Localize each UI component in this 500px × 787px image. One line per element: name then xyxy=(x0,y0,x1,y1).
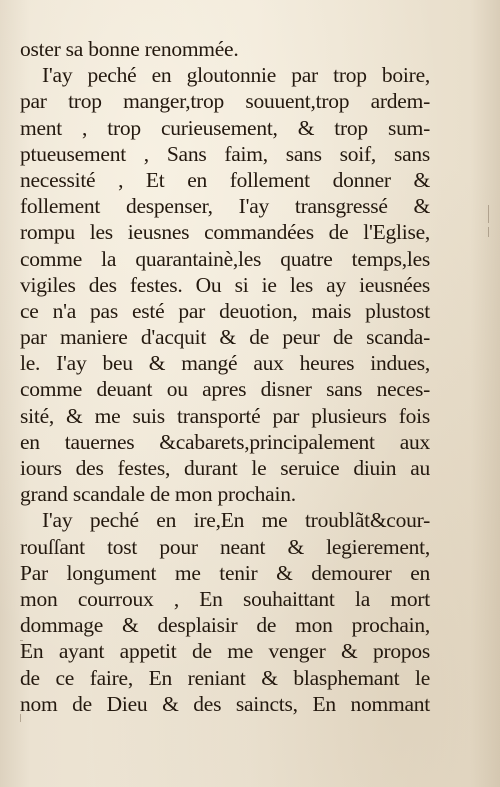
text-line: necessité , Et en follement donner & xyxy=(20,167,430,192)
text-line: rompu les ieusnes commandées de l'Eglise, xyxy=(20,220,430,245)
page-text xyxy=(20,36,430,717)
text-line: oster sa bonne renommée. xyxy=(20,37,239,61)
margin-mark xyxy=(488,205,489,223)
paragraph-start-line: I'ay peché en ire,En me troublãt&cour- xyxy=(42,508,430,533)
paragraph-start-line: I'ay peché en gloutonnie par trop boire, xyxy=(42,63,430,88)
text-line: grand scandale de mon prochain. xyxy=(20,482,296,507)
text-line: par maniere d'acquit & de peur de scanda- xyxy=(20,325,430,350)
text-line: de ce faire, En reniant & blasphemant le xyxy=(20,665,430,690)
text-line: iours des festes, durant le seruice diuin au xyxy=(20,456,430,480)
text-line: par trop manger,trop souuent,trop ardem- xyxy=(20,89,430,114)
text-line: comme deuant ou apres disner sans neces- xyxy=(20,377,430,402)
text-line: nom de Dieu & des saincts, En nommant xyxy=(20,691,430,716)
text-line: sité, & me suis transporté par plusieurs fois xyxy=(20,403,430,428)
text-line: Par longument me tenir & demourer en xyxy=(20,560,430,585)
text-line: en tauernes &cabarets,principalement aux xyxy=(20,429,430,454)
text-line: ce n'a pas esté par deuotion, mais plustost xyxy=(20,298,430,323)
text-line: mon courroux , En souhaittant la mort xyxy=(20,586,430,611)
text-line: ptueusement , Sans faim, sans soif, sans xyxy=(20,141,430,166)
text-line: En ayant appetit de me venger & propos xyxy=(20,639,430,664)
text-line: dommage & desplaisir de mon prochain, xyxy=(20,613,430,638)
text-line: rouſſant tost pour neant & legierement, xyxy=(20,534,430,559)
text-line: le. I'ay beu & mangé aux heures indues, xyxy=(20,351,430,376)
text-line: comme la quarantainè,les quatre temps,les xyxy=(20,246,430,271)
text-line: ment , trop curieusement, & trop sum- xyxy=(20,115,430,140)
text-line: vigiles des festes. Ou si ie les ay ieusnées xyxy=(20,272,430,297)
margin-mark xyxy=(488,227,489,237)
text-line: follement despenser, I'ay transgressé & xyxy=(20,194,430,219)
